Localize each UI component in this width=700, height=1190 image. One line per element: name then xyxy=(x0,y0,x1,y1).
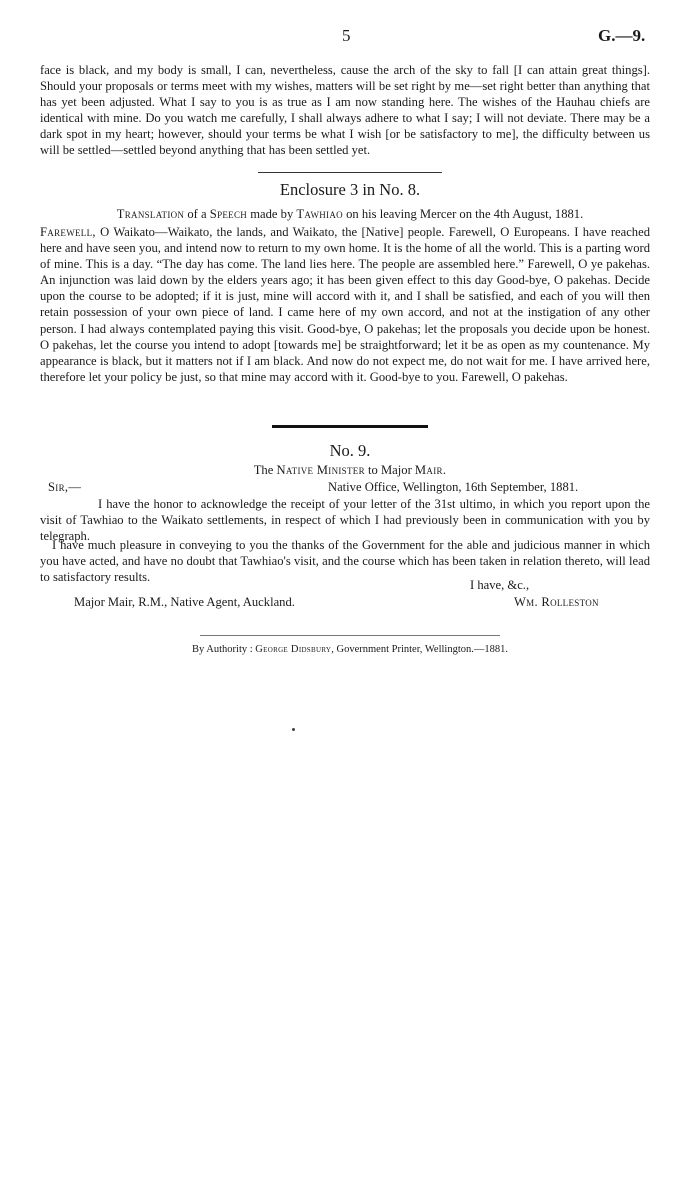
addressee: Major Mair, R.M., Native Agent, Auckland. xyxy=(74,595,295,609)
letter-paragraph-2: I have much pleasure in conveying to you the thanks of the Government for the able and judicious manner in which you have acted, and have no doubt that Tawhiao's visit, and the course which has been taken in relation thereto, will lead to satisfactory results. xyxy=(40,538,650,585)
imprint-printer: George Didsbury xyxy=(255,644,332,655)
closing: I have, &c., xyxy=(470,578,530,592)
letter-heading-mid: to Major xyxy=(364,463,415,477)
stray-mark xyxy=(292,728,295,731)
subtitle-rest: on his leaving Mercer on the 4th August, 1881. xyxy=(342,207,584,221)
speech-lead-word: Farewell, xyxy=(40,225,96,239)
signature: Wm. Rolleston xyxy=(514,595,599,609)
imprint-post: , Government Printer, Wellington.—1881. xyxy=(331,644,508,655)
footer-divider xyxy=(200,635,500,636)
letter-sender: Native Minister xyxy=(276,463,365,477)
page-number: 5 xyxy=(342,26,351,45)
letter-number: No. 9. xyxy=(329,441,371,460)
letter-recipient: Mair. xyxy=(414,463,447,477)
enclosure-title: Enclosure 3 in No. 8. xyxy=(279,180,421,199)
subtitle-text: of a xyxy=(184,207,210,221)
dateline: Native Office, Wellington, 16th September, 1881. xyxy=(328,480,579,494)
document-reference: G.—9. xyxy=(598,26,646,45)
heavy-divider xyxy=(272,425,428,428)
printer-imprint xyxy=(0,644,700,655)
letter-heading xyxy=(0,463,700,478)
speech-body xyxy=(40,224,650,385)
speech-text: O Waikato—Waikato, the lands, and Waikato, the [Native] people. Farewell, O Europeans. I have reached here and have seen you, and intend now to return to my own home. It is the home of all the world. This is a parting word of mine. This is a day. “The day has come. The land lies here. The people are assembled here.” Farewell, O ye pakehas. An injunction was laid down by the elders years ago; it has been given effect to this day Good-bye, O pakehas. Decide upon the course to be adopted; if it is just, mine will accord with it, and I shall be satisfied, and each of you will then retain possession of your own piece of land. I came here of my own accord, and not at the instigation of any other person. I had always contemplated paying this visit. Good-bye, O pakehas; let the proposals you decide upon be honest. O pakehas, let the course you intend to adopt [towards me] be straightforward; let it be as open as my countenance. My appearance is black, but it matters not if I am black. And now do not expect me, do not wait for me. I have arrived here, therefore let your policy be just, so that mine may accord with it. Good-bye to you. Farewell, O pakehas. xyxy=(40,225,650,384)
continued-paragraph: face is black, and my body is small, I can, nevertheless, cause the arch of the sky to fall [I can attain great things]. Should your proposals or terms meet with my wishes, matters will be set right by me—set right better than anything that has yet been adjusted. What I say to you is as true as I am now standing here. The wishes of the Hauhau chiefs are identical with mine. Do you watch me carefully, I shall always adhere to what I say; I will not deviate. There may be a dark spot in my heart; however, should your terms be what I wish [or be satisfactory to me], the difficulty between us will be settled—settled beyond anything that has been settled yet. xyxy=(40,63,650,158)
letter-heading-pre: The xyxy=(253,463,277,477)
enclosure-subtitle xyxy=(0,207,700,222)
subtitle-translation: Translation xyxy=(116,207,185,221)
section-divider xyxy=(258,172,442,173)
imprint-pre: By Authority : xyxy=(191,644,256,655)
letter-paragraph-1: I have the honor to acknowledge the receipt of your letter of the 31st ultimo, in which you report upon the visit of Tawhiao to the Waikato settlements, in respect of which I had previously been in communication with you by telegraph. xyxy=(40,497,650,544)
salutation: Sir,— xyxy=(48,480,82,494)
subtitle-text-2: made by xyxy=(247,207,297,221)
subtitle-speaker: Tawhiao xyxy=(296,207,343,221)
subtitle-speech: Speech xyxy=(209,207,248,221)
